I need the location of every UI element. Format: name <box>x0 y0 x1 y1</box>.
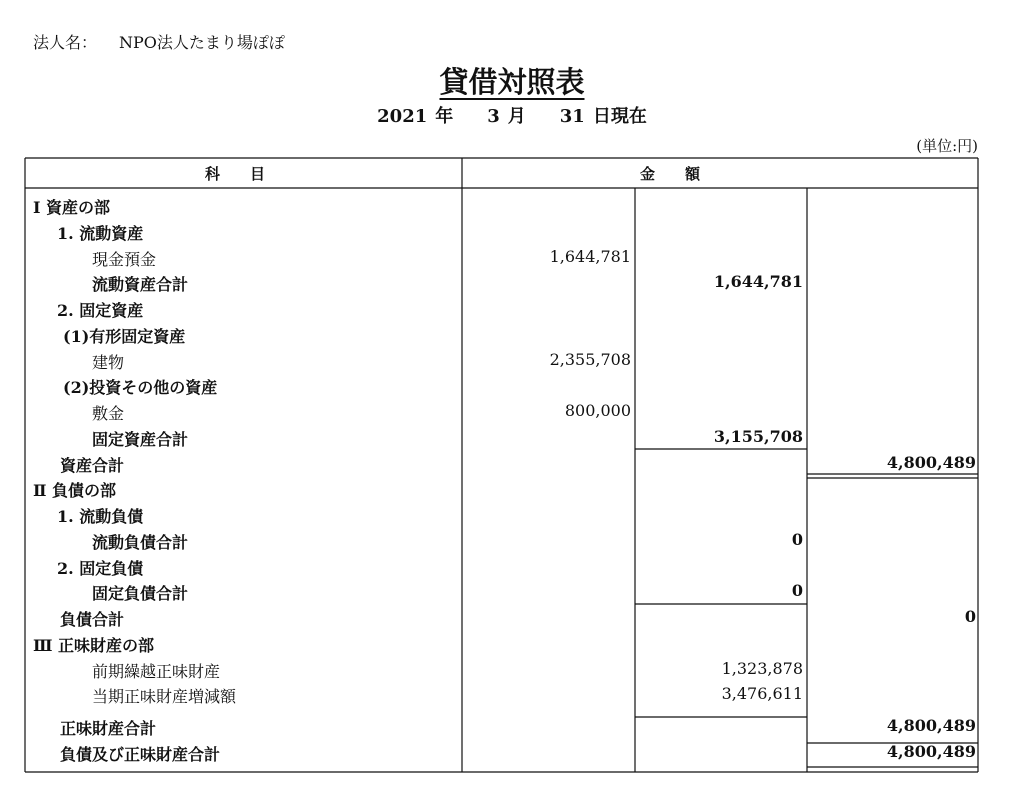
amount-v1: 800,000 <box>564 401 631 420</box>
row-label: 当期正味財産増減額 <box>92 687 237 707</box>
table-row <box>0 681 1024 707</box>
row-label: 資産合計 <box>60 455 125 475</box>
row-label: Ⅱ 負債の部 <box>33 481 117 501</box>
amount-v2: 1,323,878 <box>721 658 803 678</box>
table-row <box>0 713 1024 739</box>
amount-v3: 4,800,489 <box>886 716 976 735</box>
table-row <box>0 347 1024 373</box>
table-row <box>0 656 1024 682</box>
table-row <box>0 739 1024 765</box>
amount-v2: 3,476,611 <box>721 684 803 704</box>
row-label: 固定資産合計 <box>92 429 189 449</box>
row-label: 正味財産合計 <box>60 719 157 738</box>
date-year-unit: 年 <box>435 106 454 127</box>
row-label: Ⅲ 正味財産の部 <box>33 635 155 655</box>
amount-v2: 1,644,781 <box>713 272 803 292</box>
row-label: 現金預金 <box>92 249 157 269</box>
date-day: 31 <box>559 106 585 127</box>
row-label: 敷金 <box>92 404 125 423</box>
column-header-amount: 金 額 <box>640 165 701 183</box>
row-label: 負債及び正味財産合計 <box>60 744 221 764</box>
date-suffix: 日現在 <box>592 106 647 127</box>
table-row <box>0 553 1024 579</box>
amount-v3: 4,800,489 <box>886 452 976 472</box>
row-label: (1)有形固定資産 <box>63 326 186 346</box>
row-label: Ⅰ 資産の部 <box>33 198 111 217</box>
page-title: 貸借対照表 <box>439 65 585 99</box>
amount-v3: 4,800,489 <box>886 741 976 761</box>
amount-v1: 1,644,781 <box>549 246 631 266</box>
table-row <box>0 475 1024 501</box>
row-label: 1. 流動資産 <box>57 223 144 243</box>
row-label: 負債合計 <box>60 610 125 629</box>
table-row <box>0 450 1024 476</box>
row-label: 流動資産合計 <box>92 275 189 295</box>
amount-v1: 2,355,708 <box>549 349 631 369</box>
table-row <box>0 321 1024 347</box>
row-label: 固定負債合計 <box>92 584 189 604</box>
column-header-subject: 科 目 <box>205 165 266 183</box>
table-row <box>0 295 1024 321</box>
unit-label: (単位:円) <box>916 137 978 155</box>
table-row <box>0 604 1024 630</box>
table-row <box>0 630 1024 656</box>
row-label: 2. 固定負債 <box>57 558 144 578</box>
table-row <box>0 578 1024 604</box>
as-of-date <box>0 102 1024 128</box>
org-name: NPO法人たまり場ぽぽ <box>119 33 285 52</box>
table-row <box>0 244 1024 270</box>
table-row <box>0 527 1024 553</box>
amount-v2: 0 <box>791 529 803 549</box>
table-row <box>0 424 1024 450</box>
amount-v2: 3,155,708 <box>713 426 803 446</box>
table-row <box>0 372 1024 398</box>
row-label: 2. 固定資産 <box>57 301 144 320</box>
table-row <box>0 218 1024 244</box>
date-month-unit: 月 <box>507 106 526 127</box>
table-row <box>0 398 1024 424</box>
org-label: 法人名： <box>33 33 98 52</box>
row-label: 1. 流動負債 <box>57 507 144 526</box>
row-label: 流動負債合計 <box>92 532 189 552</box>
table-row <box>0 269 1024 295</box>
date-month: 3 <box>487 106 500 127</box>
row-label: (2)投資その他の資産 <box>63 378 218 398</box>
row-label: 建物 <box>92 352 125 372</box>
table-row <box>0 501 1024 527</box>
amount-v2: 0 <box>791 581 803 601</box>
organization-line <box>33 30 285 53</box>
row-label: 前期繰越正味財産 <box>92 661 221 681</box>
date-year: 2021 <box>377 106 428 127</box>
amount-v3: 0 <box>964 607 976 626</box>
table-row <box>0 192 1024 218</box>
